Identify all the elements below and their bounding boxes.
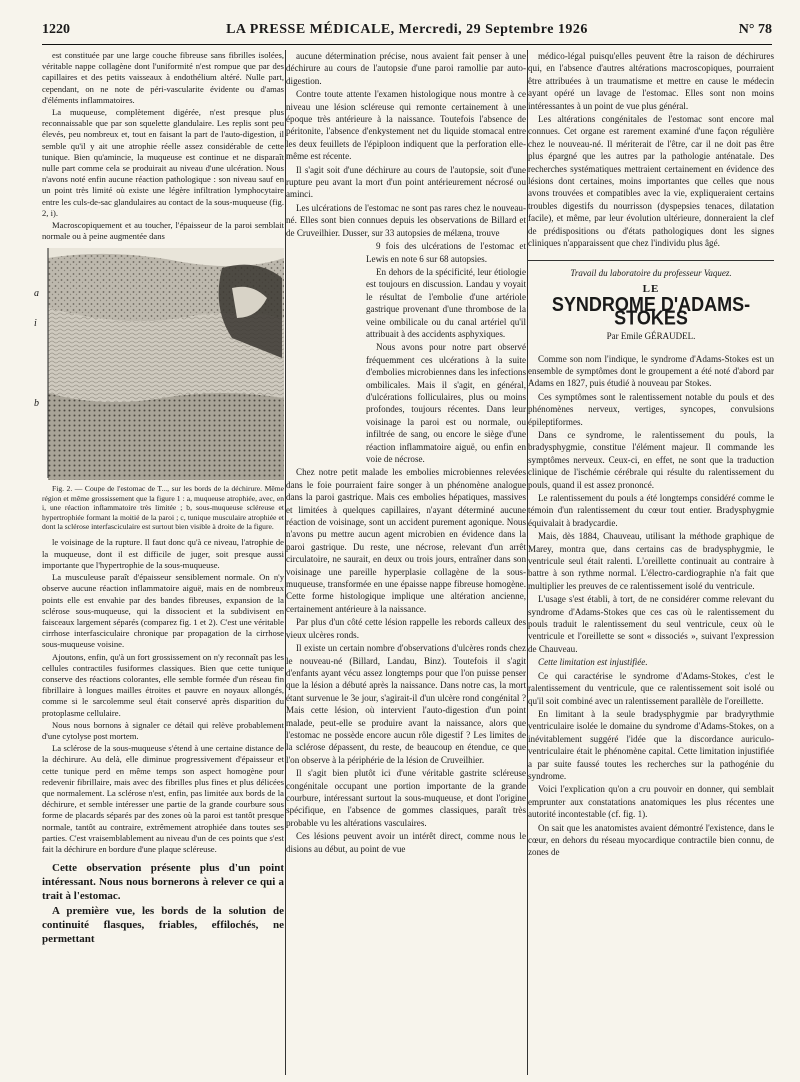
paragraph-italic: Cette limitation est injustifiée. [538, 657, 648, 668]
column-2 [286, 50, 526, 1080]
paragraph-emphasis: Cette observation présente plus d'un point intéressant. Nous nous bornerons à relever ce qui a trait à l'estomac. [42, 862, 284, 903]
paragraph: Il s'agit soit d'une déchirure au cours de l'autopsie, soit d'une rupture peu avant la mort d'un point antérieurement nécrosé ou aminci. [286, 164, 526, 200]
paragraph: Voici l'explication qu'on a cru pouvoir en donner, qui semblait emprunter aux constatations anatomiques les plus récentes une autorité incontestable (cf. fig. 1). [528, 784, 774, 820]
paragraph: Les altérations congénitales de l'estomac sont encore mal connues. Cet organe est rarement examiné d'une façon régulière chez le nouveau-né. Il mériterait de l'être, car il ne doit pas être plus épargné que les autres par la pathologie anténatale. Des recherches systématiques mettraient certainement en évidence des lésions dont certaines, moins importantes que celles que nous avons trouvées et compatibles avec la vie, expliqueraient certains troubles digestifs du nourrisson (dyspepsies tenaces, dilatation facile), et même, par leur évolution ultérieure, donneraient la clef de prédispositions ou d'états pathologiques dont les signes cliniques n'apparaissent que chez l'individu plus âgé. [528, 114, 774, 249]
figure-marker-b: b [34, 398, 39, 410]
column-3 [528, 50, 774, 1080]
paragraph: Chez notre petit malade les embolies microbiennes relevées dans le foie pourraient faire songer à un phénomène analogue dans la paroi gastrique. Mais ces embolies hépatiques, massives et limitées à quelques capillaires, n'ayant déterminé aucune réaction de voisinage, sont un accident purement agonique. Nous n'avons pu mettre aucun agent microbien en évidence dans la paroi gastrique. Du reste, une nécrose, relevant d'un arrêt circulatoire, ne saurait, en deux ou trois jours, entraîner dans son voisinage une pareille hyperplasie collagène de la sous-muqueuse, transformée en une épaisse nappe fibreuse homogène. Cette forme histologique implique une altération ancienne, certainement antérieure à la naissance. [286, 467, 526, 614]
figure-marker-i: i [34, 318, 37, 330]
journal-title: LA PRESSE MÉDICALE, Mercredi, 29 Septembre 1926 [226, 22, 588, 37]
paragraph: Nous avons pour notre part observé fréquemment ces ulcérations à la suite d'embolies microbiennes dans les infections ombilicales. Mais il s'agit, en général, d'ulcérations folliculaires, plus ou moins profondes, toujours récentes. Dans leur voisinage la paroi est ou normale, ou infiltrée de sang, ou encore le siège d'une réaction inflammatoire aiguë, ou enfin en voie de nécrose. [366, 342, 526, 464]
paragraph: Il s'agit bien plutôt ici d'une véritable gastrite scléreuse congénitale occupant une portion importante de la grande courbure, intéressant surtout la sous-muqueuse, et dont l'origine spécifique, en l'absence de gommes classiques, paraît très probable vu les altérations vasculaires. [286, 768, 526, 828]
paragraph: La muqueuse, complètement digérée, n'est presque plus reconnaissable que par son squelette glandulaire. Les replis sont peu élevés, peu nombreux et, tout en faisant la part de l'auto-digestion, il semble qu'il y ait une atrophie réelle assez considérable de cette tunique. Bien qu'amincie, la muqueuse est continue et ne disparaît nulle part comme cela se produirait au niveau d'une ulcération. Nous n'avons noté enfin aucune réaction pathologique : son niveau sauf en un point très limité où existe une légère infiltration lymphocytaire entre les culs-de-sac glandulaires au contact de la sous-muqueuse (fig. 2, i). [42, 107, 284, 218]
paragraph: Le ralentissement du pouls a été longtemps considéré comme le témoin d'un ralentissement du cœur tout entier. Bradysphygmie équivalait à bradycardie. [528, 493, 774, 528]
paragraph: La musculeuse paraît d'épaisseur sensiblement normale. On n'y observe aucune réaction inflammatoire aiguë, mais en de nombreux points elle est envahie par des bandes fibreuses, expansion de la sclérose sous-muqueuse, qui la dissocient et la subdivisent en faisceaux largement séparés (comparez fig. 1 et 2). C'est une véritable cirrhose interfasciculaire chronique par propagation de la cirrhose sous-muqueuse voisine. [42, 572, 284, 650]
paragraph-emphasis: A première vue, les bords de la solution de continuité flasques, friables, effilochés, ne permettant [42, 905, 284, 946]
paragraph: Les ulcérations de l'estomac ne sont pas rares chez le nouveau-né. Elles sont bien connues depuis les observations de Billard et de Cruveilhier. Dusser, sur 33 autopsies de mélæna, trouve [286, 202, 526, 238]
figure-caption: Fig. 2. — Coupe de l'estomac de T..., sur les bords de la déchirure. Même région et même grossissement que la figure 1 : a, muqueuse atrophiée, avec, en i, une réaction inflammatoire très limitée ; b, sous-muqueuse scléreuse et hypertrophiée formant la moitié de la paroi ; c, tunique musculaire atrophiée et dont la sclérose interfasciculaire est surtout bien visible à droite de la figure. [42, 484, 284, 532]
article-title: SYNDROME D'ADAMS-STOKES [551, 292, 751, 331]
paragraph: Par plus d'un côté cette lésion rappelle les rebords calleux des vieux ulcères ronds. [286, 617, 526, 640]
paragraph: Ces symptômes sont le ralentissement notable du pouls et des phénomènes nerveux, vertiges, syncopes, convulsions épileptiformes. [528, 391, 774, 427]
paragraph: médico-légal puisqu'elles peuvent être la raison de déchirures qui, en l'absence d'autres altérations macroscopiques, pourraient être attribuées à un traumatisme et mettre en cause le médecin ayant opéré un lavage de l'estomac. Elles sont non moins intéressantes à un point de vue plus général. [528, 51, 774, 111]
paragraph: est constituée par une large couche fibreuse sans fibrilles isolées, véritable nappe collagène dont l'uniformité n'est rompue que par des capillaires et des petits vaisseaux à endothélium altéré. Nulle part, cependant, on ne note de péri-vascularite évidente ou d'amas d'éléments inflammatoires. [42, 50, 284, 105]
paragraph: aucune détermination précise, nous avaient fait penser à une déchirure au cours de l'autopsie d'une paroi ramollie par auto-digestion. [286, 51, 526, 86]
paragraph: Dans ce syndrome, le ralentissement du pouls, la bradysphygmie, constitue l'élément majeur. Il commande les symptômes nerveux. Ceux-ci, en effet, ne sont que la traduction clinique de l'ischémie cérébrale qui résulte du ralentissement du pouls, quand il est assez prononcé. [528, 429, 774, 490]
paragraph: Il existe un certain nombre d'observations d'ulcères ronds chez le nouveau-né (Billard, Landau, Binz). Toutefois il s'agit d'enfants ayant vécu assez longtemps pour que l'on puisse penser que la lésion a débuté après la naissance. Dans notre cas, la mort étant survenue le 3e jour, s'agirait-il d'un ulcère rond congénital ? Mais cette lésion, où intervient l'auto-digestion d'un point malade, peut-elle se produire avant la naissance, alors que l'estomac ne possède encore aucun rôle digestif ? Les limites de la sclérose dépassent, du reste, de beaucoup en étendue, ce que l'on observe à la périphérie de la lésion de Cruveilhier. [286, 643, 526, 765]
paragraph: Ce qui caractérise le syndrome d'Adams-Stokes, c'est le ralentissement du ventricule, que ce ralentissement soit isolé ou qu'il soit combiné avec un ralentissement parallèle de l'oreillette. [528, 670, 774, 706]
paragraph: Ces lésions peuvent avoir un intérêt direct, comme nous le disions au début, au point de vue [286, 831, 526, 854]
paragraph: On sait que les anatomistes avaient démontré l'existence, dans le cœur, en dehors du réseau myocardique contractile bien connu, de zones de [528, 822, 774, 858]
lab-note: Travail du laboratoire du professeur Vaquez. [570, 267, 732, 278]
paragraph: Ajoutons, enfin, qu'à un fort grossissement on n'y reconnaît pas les cellules contractiles fusiformes classiques. Bien que cette tunique conserve des réactions colorantes, elle semble formée d'un réseau fin fibrillaire à longues mailles étroites et pauvre en noyaux allongés, comme si le sarcolemme seul était conservé après disparition du protoplasme cellulaire. [42, 651, 284, 718]
paragraph: Contre toute attente l'examen histologique nous montre à ce niveau une lésion scléreuse qui remonte certainement à une époque très antérieure à la naissance. Toutefois l'absence de péritonite, l'absence d'enkystement net du liquide stomacal entre les deux feuillets de l'épiploon indiquent que la perforation elle-même est récente. [286, 89, 526, 162]
page-header [42, 22, 772, 42]
paragraph: Nous nous bornons à signaler ce détail qui relève probablement d'une cytolyse post mortem. [42, 719, 284, 741]
article-title-prefix: LE [642, 282, 660, 295]
article-byline: Par Emile GÉRAUDEL. [606, 331, 696, 342]
page-number: 1220 [42, 22, 70, 37]
figure-marker-a: a [34, 288, 39, 300]
paragraph: En limitant à la seule bradysphygmie par bradyrythmie ventriculaire isolée le domaine du syndrome d'Adams-Stokes, on a inévitablement suggéré l'idée que la discordance auriculo-ventriculaire était le phénomène capital. Cette limitation injustifiée a par suite faussé toutes les recherches sur la pathogénie du syndrome. [528, 708, 774, 781]
histology-micrograph [42, 248, 284, 480]
paragraph: Comme son nom l'indique, le syndrome d'Adams-Stokes est un ensemble de symptômes dont le groupement a été noté d'abord par Adams en 1827, puis étudié à nouveau par Stokes. [528, 353, 774, 389]
header-rule [42, 44, 772, 45]
paragraph: Macroscopiquement et au toucher, l'épaisseur de la paroi semblait normale ou à peine augmentée dans [42, 220, 284, 242]
wrapped-text-block [366, 240, 526, 465]
paragraph: La sclérose de la sous-muqueuse s'étend à une certaine distance de la déchirure. Au delà, elle diminue progressivement d'épaisseur et cette tunique perd en même temps son aspect homogène pour redevenir fibrillaire, mais avec des fibrilles plus fines et plus délicées que normalement. La sclérose n'est, enfin, pas limitée aux bords de la déchirure, et semble intéresser une partie de la grande courbure sous forme de placards séparés par des zones où la paroi est tantôt presque normale, tantôt au contraire, extrêmement atrophiée dans toutes ses parties. C'est vraisemblablement au niveau d'un de ces points que s'est fait la déchirure en bordure d'une plaque scléreuse. [42, 743, 284, 854]
article-separator [528, 260, 774, 261]
histology-figure [34, 248, 284, 480]
paragraph: En dehors de la spécificité, leur étiologie est toujours en discussion. Landau y voyait le résultat de l'embolie d'une artériole gastrique provenant d'une thrombose de la veine ombilicale ou du canal artériel qu'il attribuait à des accidents asphyxiques. [366, 266, 526, 339]
issue-number: N° 78 [738, 22, 772, 37]
paragraph: Mais, dès 1884, Chauveau, utilisant la méthode graphique de Marey, montra que, dans certains cas de bradysphygmie, le ventricule seul était ralenti. L'oreillette continuait au contraire à battre à son rythme normal. L'électro-cardiographie n'a fait que multiplier les preuves de ce ralentissement isolé du ventricule. [528, 531, 774, 591]
paragraph: le voisinage de la rupture. Il faut donc qu'à ce niveau, l'atrophie de la muqueuse, dont il est difficile de juger, soit presque aussi importante que l'hypertrophie de la sous-muqueuse. [42, 537, 284, 570]
column-1 [34, 50, 284, 1080]
paragraph: L'usage s'est établi, à tort, de ne considérer comme relevant du syndrome d'Adams-Stokes que ces cas où le ralentissement du pouls traduit le ralentissement du seul ventricule, ceux où le ventricule et l'oreillette se sont « dissociés », suivant l'expression de Chauveau. [528, 594, 774, 654]
paragraph: 9 fois des ulcérations de l'estomac et Lewis en note 6 sur 68 autopsies. [366, 241, 526, 264]
